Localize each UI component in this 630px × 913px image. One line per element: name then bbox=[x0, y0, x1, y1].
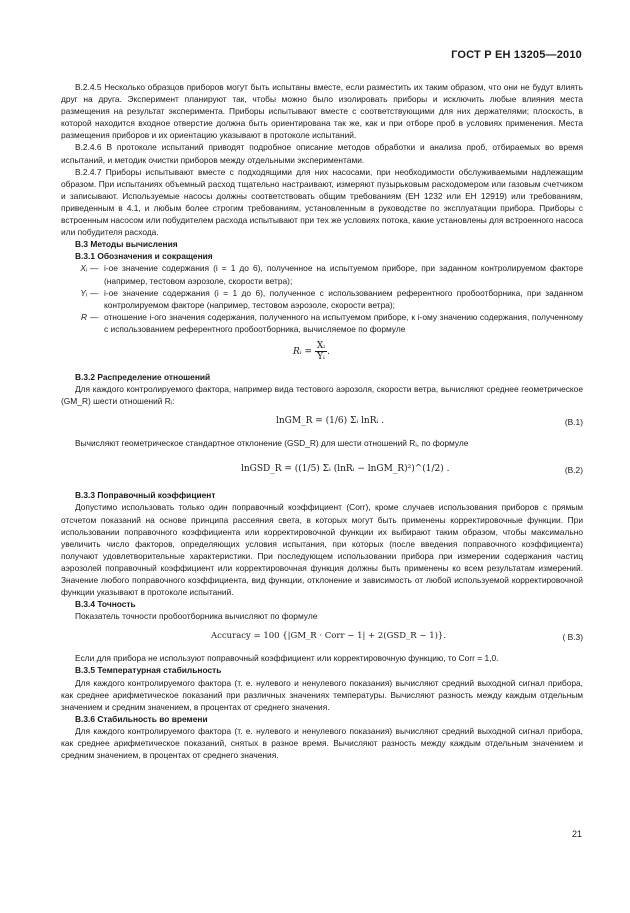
definition-yi bbox=[61, 287, 583, 311]
formula-b1-expression: lnGM_R = (1/6) Σᵢ lnRᵢ . bbox=[276, 416, 385, 427]
formula-b2 bbox=[61, 449, 583, 489]
definition-text: отношение i-ого значения содержания, полученного на испытуемом прибор​е, к i-ому значению содержания, полученному с использованием референтного пробоотборника, вычисляемое по формуле bbox=[104, 311, 583, 334]
heading-b36: В.3.6 Стабильность во времени bbox=[75, 713, 208, 724]
heading-b35: В.3.5 Температурная стабильность bbox=[75, 665, 222, 676]
definition-symbol: R bbox=[80, 311, 87, 322]
formula-b1-number: (В.1) bbox=[564, 417, 583, 428]
heading-b32: В.3.2 Распределение отношений bbox=[75, 371, 211, 382]
paragraph-b247: В.2.4.7 Приборы испытывают вместе с подходящими для них насосами, при необходимости обслуживаемыми надлежащим образом. При испытаниях объемный расход тщательно настраивают, измеряют пузырьковым расходомером или газовым счетчиком и записывают. Используемые насосы должны соответствовать общим требованиям (ЕН 1232 или ЕН 12919) или требованиям, приведенным в 4.1, и любым более строгим требованиям, установленным в руководстве по эксплуатации прибора. Приборы с встроенным насосом или побудителем расхода испытывают при тех же условиях потока, какие установлены для встроенного насоса или побудителя расхода. bbox=[61, 166, 583, 238]
paragraph-b32b: Вычисляют геометрическое стандартное отклонение (GSD_R) для шести отношений Rᵢ, по формуле bbox=[75, 438, 469, 449]
formula-b1 bbox=[61, 407, 583, 437]
definition-text: i-ое значение содержания (i = 1 до 6), полученное на испытуемом приборе, при заданном контролируемом факторе (например, тестовом аэрозоле, скорости ветра); bbox=[104, 263, 583, 286]
heading-b3: В.3 Методы вычисления bbox=[75, 239, 178, 250]
definition-dash: — bbox=[90, 263, 99, 274]
formula-ratio-numerator: Xᵢ bbox=[316, 340, 326, 351]
paragraph-b35: Для каждого контролируемого фактора (т. е. нулевого и ненулевого показания) вычисляют средний выходной сигнал прибора, как среднее арифметическое показаний при различных значениях температуры. Вычисляют разность между каждым отдельным значением и средним значением, в процентах от среднего значения. bbox=[61, 677, 583, 712]
formula-ratio-fraction bbox=[315, 341, 327, 362]
formula-ratio-lhs: Rᵢ = bbox=[293, 346, 312, 357]
paragraph-b245: В.2.4.5 Несколько образцов приборов могут быть испытаны вместе, если разместить их таким образом, что они не будут влиять друг на друга. Эксперимент планируют так, чтобы можно было изолировать приборы и исключить любые влияния места размещения на результат эксперимента. Приборы испытывают вместе с соответствующими для них держателями; плоскость, в которой находится входное отверстие должна быть ориентирована так же, как и при отборе проб в условиях применения. Места размещения приборов и их ориентацию указывают в протоколе испытаний. bbox=[61, 82, 583, 141]
definition-xi bbox=[61, 262, 583, 286]
paragraph-b34b: Если для прибора не используют поправочный коэффициент или корректировочную функцию, то Corr = 1,0. bbox=[75, 653, 499, 664]
formula-ratio: Rᵢ = $\frac{\text{Xᵢ}}{\text{Yᵢ}}$ . bbox=[293, 340, 330, 362]
page-number: 21 bbox=[571, 829, 582, 839]
formula-b3 bbox=[61, 622, 583, 652]
formula-b2-number: (В.2) bbox=[564, 465, 583, 476]
definition-dash: — bbox=[90, 287, 99, 298]
standard-header: ГОСТ Р ЕН 13205—2010 bbox=[451, 49, 582, 61]
paragraph-b36: Для каждого контролируемого фактора (т. е. нулевого и ненулевого показания) вычисляют средний выходной сигнал прибора, как среднее арифметическое показаний, снятых в разное время. Вычисляют разность между каждым отдельным значением и средним значением, в процентах от среднего значения. bbox=[61, 725, 583, 761]
heading-b31: В.3.1 Обозначения и сокращения bbox=[75, 251, 213, 262]
definition-symbol: Xᵢ bbox=[80, 263, 87, 274]
formula-b2-expression: lnGSD_R = ((1/5) Σᵢ (lnRᵢ − lnGM_R)²)^(1/2) . bbox=[241, 464, 450, 475]
formula-b3-expression: Accuracy = 100 {|GM_R · Corr − 1| + 2(GSD_R − 1)}. bbox=[211, 631, 447, 642]
definition-r bbox=[61, 311, 583, 335]
definition-dash: — bbox=[90, 311, 99, 322]
heading-b33: В.3.3 Поправочный коэффициент bbox=[75, 490, 216, 501]
definition-text: i-ое значение содержания (i = 1 до 6), полученное с использованием референтного пробоотборника, при заданном контролируемом факторе (например, тестовом аэрозоле, скорости ветра); bbox=[104, 287, 583, 310]
paragraph-b246: В.2.4.6 В протоколе испытаний приводят подробное описание методов обработки и анализа проб, отбираемых во время испытаний, и методик очистки приборов между отдельными экспериментами. bbox=[61, 142, 583, 165]
heading-b34: В.3.4 Точность bbox=[75, 599, 136, 610]
paragraph-b33: Допустимо использовать только один поправочный коэффициент (Corr), кроме случаев использования приборов с прямым отсчетом показаний на основе принципа рассеяния света, в которых могут быть применены корректировочные функции. При использовании поправочного коэффициента или корректировочной функции их выбирают таким образом, чтобы максимально увеличить число факторов, определяющих условия испытания, при которых (после введения поправочного коэффициента) получают удовлетворительные характеристики. При последующем использовании прибора при измерении содержания частиц аэрозолей поправочный коэффициент или корректировочная функция должны быть применены ко всем результатам измерений. Значение любого поправочного коэффициента, вид функции, отклонение и зависимость от любой используемой корректировочной функции указывают в протоколе испытаний. bbox=[61, 502, 583, 598]
formula-b3-number: ( В.3) bbox=[562, 632, 583, 643]
paragraph-b34: Показатель точности пробоотборника вычисляют по формуле bbox=[75, 611, 318, 622]
formula-ratio-denominator: Yᵢ bbox=[317, 351, 325, 362]
paragraph-b32: Для каждого контролируемого фактора, например вида тестового аэрозоля, скорости ветра, вычисляют среднее геометрическое (GM_R) шести отношений Rᵢ: bbox=[61, 384, 583, 407]
definition-symbol: Yᵢ bbox=[80, 287, 87, 298]
document-body bbox=[61, 81, 583, 761]
